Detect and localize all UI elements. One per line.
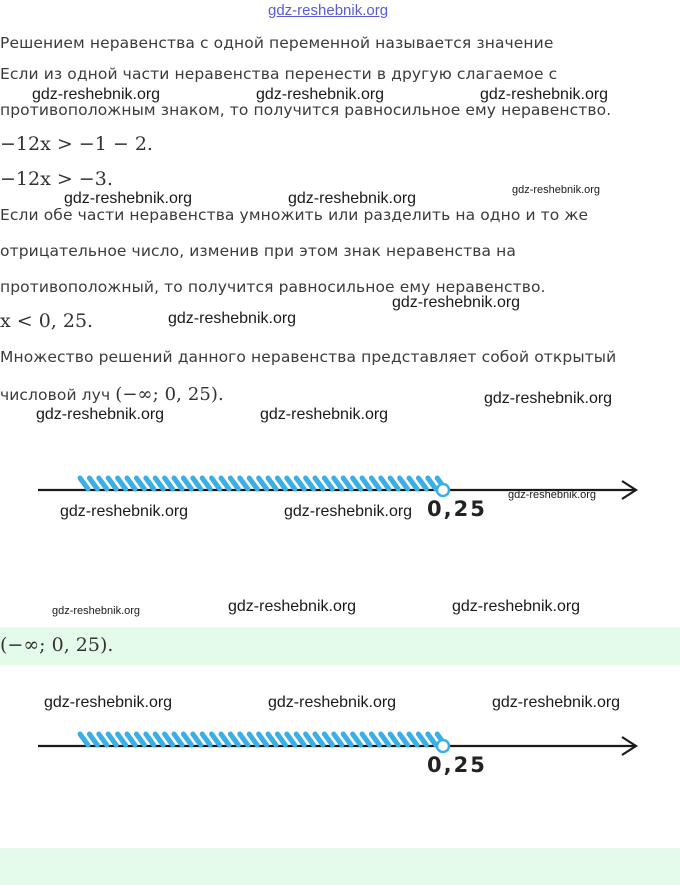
hatch-stroke — [249, 478, 257, 489]
paragraph-solution-set-text: числовой луч — [0, 386, 111, 404]
hatch-stroke — [136, 478, 144, 489]
hatch-stroke — [315, 478, 323, 489]
hatch-stroke — [202, 734, 210, 745]
hatch-stroke — [174, 734, 182, 745]
hatch-stroke — [353, 478, 361, 489]
interval-math: (−∞; 0, 25). — [115, 384, 224, 405]
paragraph-definition: Решением неравенства с одной переменной называется значение — [0, 34, 554, 52]
hatch-stroke — [183, 734, 191, 745]
hatch-stroke — [193, 734, 201, 745]
hatch-stroke — [146, 478, 154, 489]
hatch-stroke — [296, 478, 304, 489]
watermark: gdz-reshebnik.org — [52, 605, 141, 617]
hatch-stroke — [118, 734, 126, 745]
site-link[interactable]: gdz-reshebnik.org — [268, 2, 389, 19]
answer-interval: (−∞; 0, 25). — [0, 634, 114, 656]
watermark: gdz-reshebnik.org — [484, 390, 613, 407]
hatch-stroke — [155, 734, 163, 745]
hatch-stroke — [240, 734, 248, 745]
hatch-stroke — [89, 734, 97, 745]
hatch-stroke — [89, 478, 97, 489]
hatch-stroke — [409, 478, 417, 489]
paragraph-solution-set-line2 — [0, 384, 224, 405]
hatch-stroke — [165, 734, 173, 745]
paragraph-multiply-line2: отрицательное число, изменив при этом знак неравенства на — [0, 242, 517, 260]
hatch-stroke — [230, 734, 238, 745]
hatch-stroke — [371, 478, 379, 489]
hatch-stroke — [193, 478, 201, 489]
watermark: gdz-reshebnik.org — [512, 184, 601, 196]
hatch-stroke — [296, 734, 304, 745]
answer-block — [0, 627, 680, 665]
watermark: gdz-reshebnik.org — [480, 86, 609, 103]
hatch-stroke — [343, 478, 351, 489]
hatch-stroke — [343, 734, 351, 745]
watermark: gdz-reshebnik.org — [260, 406, 389, 423]
hatch-stroke — [212, 734, 220, 745]
hatch-stroke — [334, 478, 342, 489]
hatch-stroke — [99, 734, 107, 745]
hatch-stroke — [259, 734, 267, 745]
hatch-stroke — [400, 478, 408, 489]
hatch-stroke — [334, 734, 342, 745]
hatch-stroke — [315, 734, 323, 745]
watermark: gdz-reshebnik.org — [256, 86, 385, 103]
hatch-stroke — [390, 734, 398, 745]
hatch-stroke — [390, 478, 398, 489]
hatch-stroke — [127, 478, 135, 489]
hatch-stroke — [287, 734, 295, 745]
hatch-stroke — [353, 734, 361, 745]
hatch-stroke — [118, 478, 126, 489]
hatch-stroke — [409, 734, 417, 745]
hatch-stroke — [400, 734, 408, 745]
number-line-2 — [0, 720, 680, 780]
open-point — [437, 740, 449, 752]
hatch-stroke — [136, 734, 144, 745]
hatch-stroke — [108, 478, 116, 489]
hatch-stroke — [183, 478, 191, 489]
watermark: gdz-reshebnik.org — [452, 598, 581, 615]
watermark: gdz-reshebnik.org — [288, 190, 417, 207]
hatch-stroke — [202, 478, 210, 489]
hatch-stroke — [165, 478, 173, 489]
hatch-stroke — [80, 734, 88, 745]
hatch-stroke — [287, 478, 295, 489]
point-label-1: 0,25 — [427, 497, 487, 521]
hatch-stroke — [146, 734, 154, 745]
hatch-stroke — [306, 734, 314, 745]
hatch-stroke — [221, 478, 229, 489]
watermark: gdz-reshebnik.org — [392, 294, 521, 311]
paragraph-multiply-line3: противоположный, то получится равносильное ему неравенство. — [0, 278, 546, 296]
paragraph-transfer-line1: Если из одной части неравенства перенести в другую слагаемое с — [0, 65, 558, 83]
hatch-stroke — [428, 734, 436, 745]
hatch-stroke — [277, 478, 285, 489]
hatch-stroke — [80, 478, 88, 489]
hatch-stroke — [108, 734, 116, 745]
hatch-stroke — [428, 478, 436, 489]
hatch-stroke — [212, 478, 220, 489]
watermark: gdz-reshebnik.org — [32, 86, 161, 103]
hatch-stroke — [324, 478, 332, 489]
hatch-stroke — [381, 478, 389, 489]
paragraph-transfer-line2: противоположным знаком, то получится равносильное ему неравенство. — [0, 101, 612, 119]
hatch-stroke — [99, 478, 107, 489]
paragraph-solution-set-line1: Множество решений данного неравенства представляет собой открытый — [0, 348, 617, 366]
hatch-stroke — [249, 734, 257, 745]
hatch-stroke — [277, 734, 285, 745]
hatch-stroke — [174, 478, 182, 489]
watermark: gdz-reshebnik.org — [168, 310, 297, 327]
equation-2: −12x > −3. — [0, 168, 113, 190]
open-point — [437, 484, 449, 496]
hatch-stroke — [418, 734, 426, 745]
watermark: gdz-reshebnik.org — [60, 503, 189, 520]
watermark: gdz-reshebnik.org — [268, 694, 397, 711]
hatch-stroke — [221, 734, 229, 745]
solution-hatching — [80, 478, 445, 489]
hatch-stroke — [306, 478, 314, 489]
hatch-stroke — [240, 478, 248, 489]
hatch-stroke — [259, 478, 267, 489]
watermark: gdz-reshebnik.org — [64, 190, 193, 207]
hatch-stroke — [362, 734, 370, 745]
hatch-stroke — [371, 734, 379, 745]
hatch-stroke — [127, 734, 135, 745]
watermark: gdz-reshebnik.org — [228, 598, 357, 615]
hatch-stroke — [268, 734, 276, 745]
hatch-stroke — [230, 478, 238, 489]
solution-hatching — [80, 734, 445, 745]
equation-3: x < 0, 25. — [0, 310, 94, 332]
watermark: gdz-reshebnik.org — [492, 694, 621, 711]
watermark: gdz-reshebnik.org — [284, 503, 413, 520]
hatch-stroke — [418, 478, 426, 489]
watermark: gdz-reshebnik.org — [36, 406, 165, 423]
hatch-stroke — [324, 734, 332, 745]
hatch-stroke — [155, 478, 163, 489]
watermark: gdz-reshebnik.org — [44, 694, 173, 711]
point-label-2: 0,25 — [427, 753, 487, 777]
paragraph-multiply-line1: Если обе части неравенства умножить или разделить на одно и то же — [0, 206, 589, 224]
answer-block-footer — [0, 848, 680, 885]
watermark: gdz-reshebnik.org — [508, 489, 597, 501]
hatch-stroke — [268, 478, 276, 489]
hatch-stroke — [381, 734, 389, 745]
hatch-stroke — [362, 478, 370, 489]
equation-1: −12x > −1 − 2. — [0, 133, 153, 155]
